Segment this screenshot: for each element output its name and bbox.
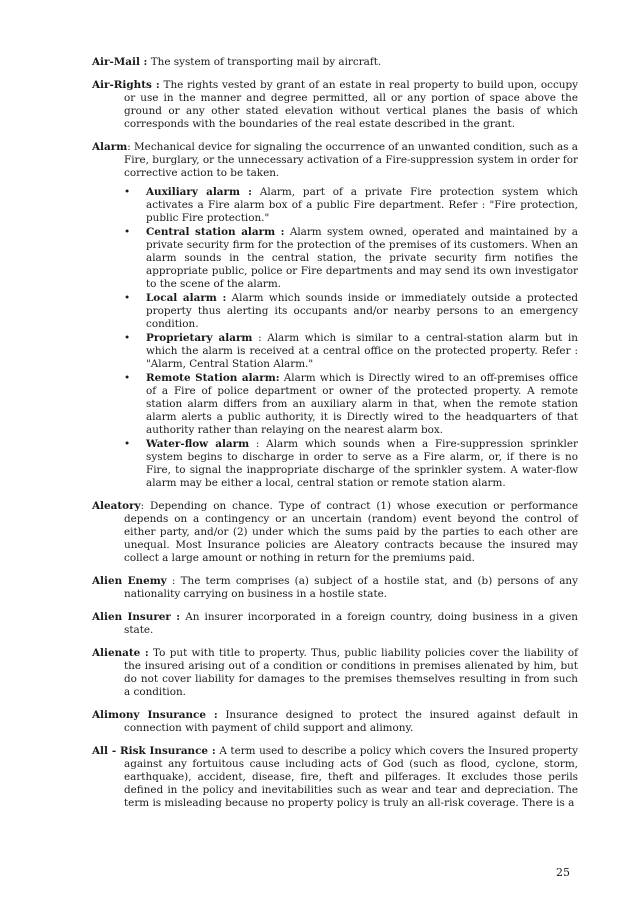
page-number: 25 (556, 866, 570, 879)
entry-term: Alarm (92, 141, 128, 153)
glossary-entry-alimony-insurance (92, 709, 578, 735)
entry-definition: : Mechanical device for signaling the occurrence of an unwanted condition, such as a Fire, burglary, or the unnecessary activation of a Fire-suppression system in order for corrective action to be taken. (124, 141, 578, 179)
bullet-icon: • (124, 292, 131, 304)
alarm-types-list (92, 186, 578, 490)
entry-term: Alimony Insurance : (92, 709, 218, 721)
entry-definition: : The term comprises (a) subject of a hostile stat, and (b) persons of any nationality carrying on business in a hostile state. (124, 575, 578, 600)
bullet-icon: • (124, 186, 131, 198)
entry-definition: Insurance designed to protect the insured against default in connection with payment of child support and alimony. (124, 709, 579, 734)
entry-definition: An insurer incorporated in a foreign country, doing business in a given state. (124, 611, 578, 636)
sub-entry-definition: Alarm system owned, operated and maintained by a private security firm for the protection of the premises of its customers. When an alarm sounds in the central station, the private security firm notifies the appropriate public, police or Fire departments and may send its own investigator to the scene of the alarm. (146, 226, 579, 290)
bullet-icon: • (124, 332, 131, 344)
glossary-entry-alarm (92, 141, 578, 490)
list-item (92, 186, 578, 225)
entry-definition: The system of transporting mail by aircraft. (147, 56, 382, 68)
entry-term: All - Risk Insurance : (92, 745, 216, 757)
entry-definition: The rights vested by grant of an estate in real property to build upon, occupy or use in the manner and degree permitted, all or any portion of space above the ground or any other stated elevation without vertical planes the basis of which corresponds with the boundaries of the real estate described in the grant. (124, 79, 578, 130)
sub-entry-term: Auxiliary alarm : (146, 186, 253, 198)
list-item (92, 226, 578, 291)
entry-term: Alien Insurer : (92, 611, 181, 623)
sub-entry-term: Central station alarm : (146, 226, 285, 238)
glossary-entry-alien-enemy (92, 575, 578, 601)
bullet-icon: • (124, 226, 131, 238)
list-item (92, 332, 578, 371)
list-item (92, 372, 578, 437)
bullet-icon: • (124, 438, 131, 450)
sub-entry-term: Local alarm : (146, 292, 227, 304)
sub-entry-term: Proprietary alarm (146, 332, 253, 344)
list-item (92, 292, 578, 331)
glossary-entry-air-rights (92, 79, 578, 131)
glossary-entry-alien-insurer (92, 611, 578, 637)
bullet-icon: • (124, 372, 131, 384)
entry-term: Air-Rights : (92, 79, 160, 91)
entry-term: Alienate : (92, 647, 149, 659)
sub-entry-definition: : Alarm which is similar to a central-station alarm but in which the alarm is received at a central office on the protected property. Refer : "Alarm, Central Station Alarm." (146, 332, 579, 370)
entry-definition: To put with title to property. Thus, public liability policies cover the liability of the insured arising out of a condition or conditions in premises alienated by him, but do not cover liability for damages to the premises themselves resulting in from such a condition. (124, 647, 578, 698)
list-item (92, 438, 578, 490)
entry-term: Aleatory (92, 500, 141, 512)
glossary-entry-all-risk-insurance (92, 745, 578, 810)
sub-entry-definition: Alarm, part of a private Fire protection system which activates a Fire alarm box of a public Fire department. Refer : "Fire protection, public Fire protection." (146, 186, 578, 224)
glossary-content (92, 56, 578, 820)
sub-entry-term: Remote Station alarm: (146, 372, 280, 384)
sub-entry-term: Water-flow alarm (146, 438, 250, 450)
sub-entry-definition: Alarm which is Directly wired to an off-premises office of a Fire of police department or owner of the protected property. A remote station alarm differs from an auxiliary alarm in that, when the remote station alarm alerts a public authority, it is Directly wired to the headquarters of that authority rather than relaying on the nearest alarm box. (146, 372, 578, 436)
entry-term: Alien Enemy (92, 575, 167, 587)
glossary-entry-aleatory (92, 500, 578, 565)
entry-term: Air-Mail : (92, 56, 148, 68)
glossary-entry-alienate (92, 647, 578, 699)
sub-entry-definition: : Alarm which sounds when a Fire-suppression sprinkler system begins to discharge in order to serve as a Fire alarm, or, if there is no Fire, to signal the inappropriate discharge of the sprinkler system. A water-flow alarm may be either a local, central station or remote station alarm. (146, 438, 578, 489)
sub-entry-definition: Alarm which sounds inside or immediately outside a protected property thus alerting its occupants and/or nearby persons to an emergency condition. (146, 292, 578, 330)
entry-definition: : Depending on chance. Type of contract (1) whose execution or performance depends on a contingency or an uncertain (random) event beyond the control of either party, and/or (2) under which the sums paid by the parties to each other are unequal. Most Insurance policies are Aleatory contracts because the insured may collect a large amount or nothing in return for the premiums paid. (124, 500, 578, 564)
entry-definition: A term used to describe a policy which covers the Insured property against any fortuitous cause including acts of God (such as flood, cyclone, storm, earthquake), accident, disease, fire, theft and pilferages. It excludes those perils defined in the policy and inevitabilities such as wear and tear and depreciation. The term is misleading because no property policy is truly an all-risk coverage. There is a (124, 745, 578, 809)
glossary-entry-air-mail (92, 56, 578, 69)
